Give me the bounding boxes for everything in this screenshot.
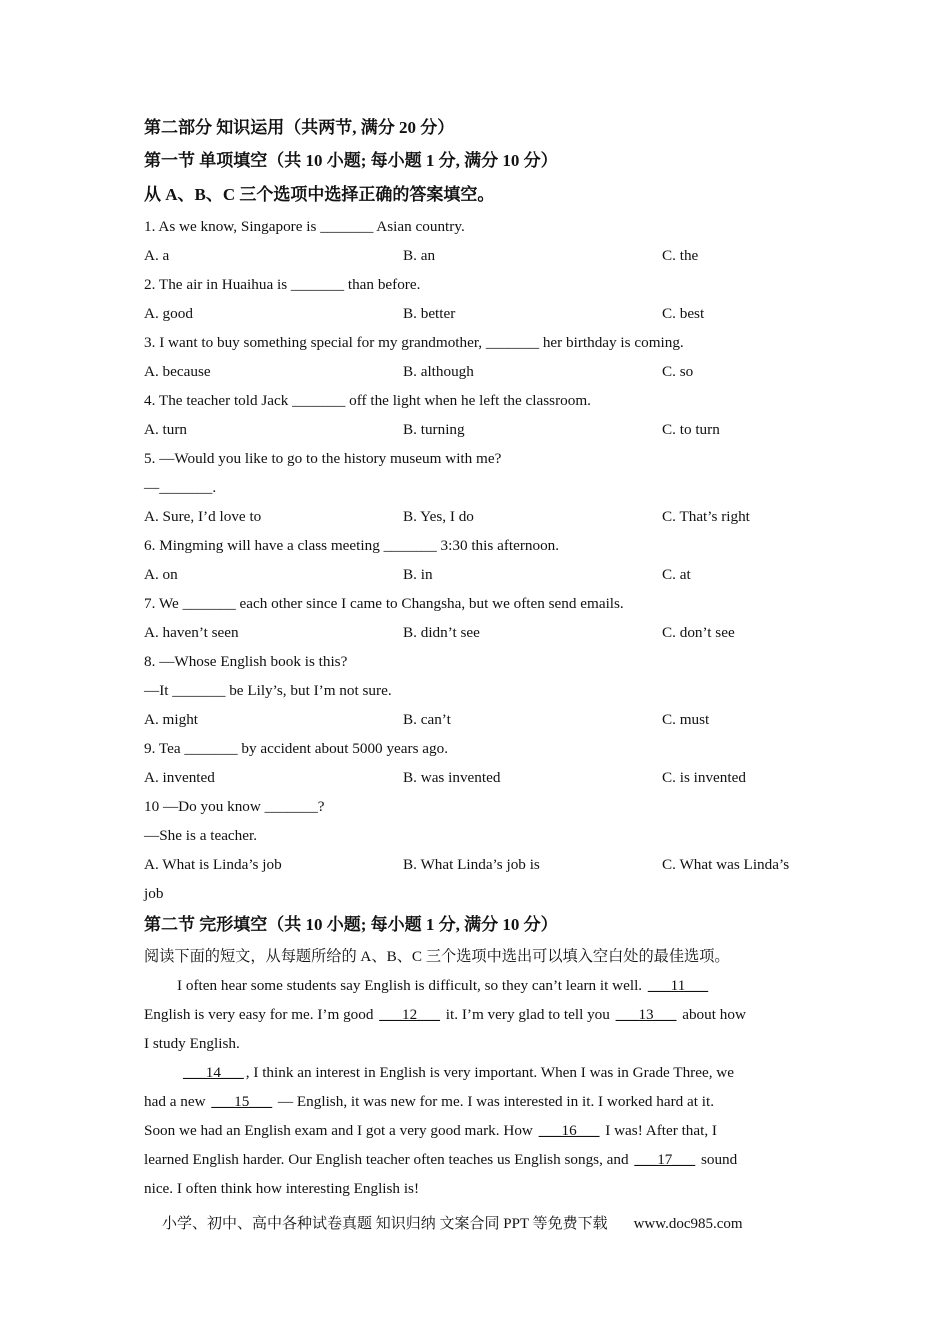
option-c: C. What was Linda’s [662, 856, 790, 873]
option-c: C. so [662, 363, 694, 380]
option-b: B. was invented [403, 769, 501, 786]
cloze-passage [144, 971, 814, 1203]
question-stem: 2. The air in Huaihua is _______ than before. [144, 276, 421, 293]
question-options [144, 618, 814, 647]
question-options [144, 241, 814, 270]
question-options [144, 850, 814, 879]
question-stem: 8. —Whose English book is this? [144, 653, 348, 670]
section2-instruction: 阅读下面的短文，从每题所给的 A、B、C 三个选项中选出可以填入空白处的最佳选项。 [144, 948, 730, 965]
option-c: C. is invented [662, 769, 746, 786]
question-stem: 6. Mingming will have a class meeting _______ 3:30 this afternoon. [144, 537, 560, 554]
option-a: A. invented [144, 769, 215, 786]
blank-12: ___12___ [379, 1006, 440, 1023]
blank-13: ___13___ [615, 1006, 677, 1023]
question-stem: 10 —Do you know _______? [144, 798, 325, 815]
question-stem: 7. We _______ each other since I came to Changsha, but we often send emails. [144, 595, 624, 612]
option-b: B. an [403, 247, 436, 264]
blank-14: ___14___ [183, 1064, 244, 1081]
question-options [144, 560, 814, 589]
passage-line: had a new ___15___ — English, it was new for me. I was interested in it. I worked hard at it. [144, 1093, 715, 1110]
passage-line: nice. I often think how interesting English is! [144, 1180, 420, 1197]
option-c: C. That’s right [662, 508, 750, 525]
exam-page [144, 112, 814, 1203]
option-a: A. might [144, 711, 199, 728]
question-options [144, 357, 814, 386]
option-b: B. in [403, 566, 433, 583]
question-stem: —She is a teacher. [144, 827, 258, 844]
page-footer [162, 1212, 743, 1233]
question-list [144, 212, 814, 908]
footer-text: 小学、初中、高中各种试卷真题 知识归纳 文案合同 PPT 等免费下载 [162, 1216, 608, 1232]
option-a: A. What is Linda’s job [144, 856, 282, 873]
question-options [144, 705, 814, 734]
option-b: B. although [403, 363, 474, 380]
option-a: A. haven’t seen [144, 624, 239, 641]
option-wrap-text: job [144, 885, 164, 902]
option-a: A. because [144, 363, 211, 380]
passage-line: Soon we had an English exam and I got a very good mark. How ___16___ I was! After that, I [144, 1122, 717, 1139]
question-options [144, 299, 814, 328]
option-a: A. turn [144, 421, 188, 438]
question-stem: 1. As we know, Singapore is _______ Asian country. [144, 218, 465, 235]
option-b: B. Yes, I do [403, 508, 474, 525]
blank-11: ___11___ [647, 977, 709, 994]
option-b: B. turning [403, 421, 465, 438]
question-stem: 9. Tea _______ by accident about 5000 years ago. [144, 740, 449, 757]
option-c: C. must [662, 711, 710, 728]
part-title: 第二部分 知识运用（共两节, 满分 20 分） [144, 118, 455, 137]
footer-url[interactable]: www.doc985.com [633, 1216, 743, 1232]
option-b: B. What Linda’s job is [403, 856, 540, 873]
section2-title: 第二节 完形填空（共 10 小题; 每小题 1 分, 满分 10 分） [144, 915, 558, 934]
option-b: B. didn’t see [403, 624, 480, 641]
question-stem: 3. I want to buy something special for my grandmother, _______ her birthday is coming. [144, 334, 684, 351]
section1-title: 第一节 单项填空（共 10 小题; 每小题 1 分, 满分 10 分） [144, 151, 558, 170]
option-b: B. can’t [403, 711, 451, 728]
section1-instruction: 从 A、B、C 三个选项中选择正确的答案填空。 [144, 185, 495, 204]
passage-line: learned English harder. Our English teacher often teaches us English songs, and ___17___ sound [144, 1151, 738, 1168]
question-options [144, 502, 814, 531]
blank-16: ___16___ [538, 1122, 600, 1139]
blank-15: ___15___ [211, 1093, 273, 1110]
option-c: C. best [662, 305, 705, 322]
blank-17: ___17___ [634, 1151, 696, 1168]
passage-line: I often hear some students say English is difficult, so they can’t learn it well. ___11___ [177, 977, 709, 994]
option-a: A. good [144, 305, 193, 322]
question-stem: 5. —Would you like to go to the history museum with me? [144, 450, 502, 467]
option-c: C. at [662, 566, 691, 583]
option-a: A. Sure, I’d love to [144, 508, 262, 525]
option-c: C. don’t see [662, 624, 735, 641]
option-c: C. the [662, 247, 699, 264]
option-a: A. a [144, 247, 170, 264]
question-options [144, 763, 814, 792]
passage-line: English is very easy for me. I’m good ___12___ it. I’m very glad to tell you ___13___ about how [144, 1006, 746, 1023]
question-stem: 4. The teacher told Jack _______ off the light when he left the classroom. [144, 392, 591, 409]
passage-line: ___14___ , I think an interest in English is very important. When I was in Grade Three, we [183, 1064, 735, 1081]
question-stem: —It _______ be Lily’s, but I’m not sure. [144, 682, 392, 699]
passage-line: I study English. [144, 1035, 240, 1052]
question-stem: —_______. [144, 479, 217, 496]
option-b: B. better [403, 305, 456, 322]
option-a: A. on [144, 566, 178, 583]
question-options [144, 415, 814, 444]
option-c: C. to turn [662, 421, 720, 438]
